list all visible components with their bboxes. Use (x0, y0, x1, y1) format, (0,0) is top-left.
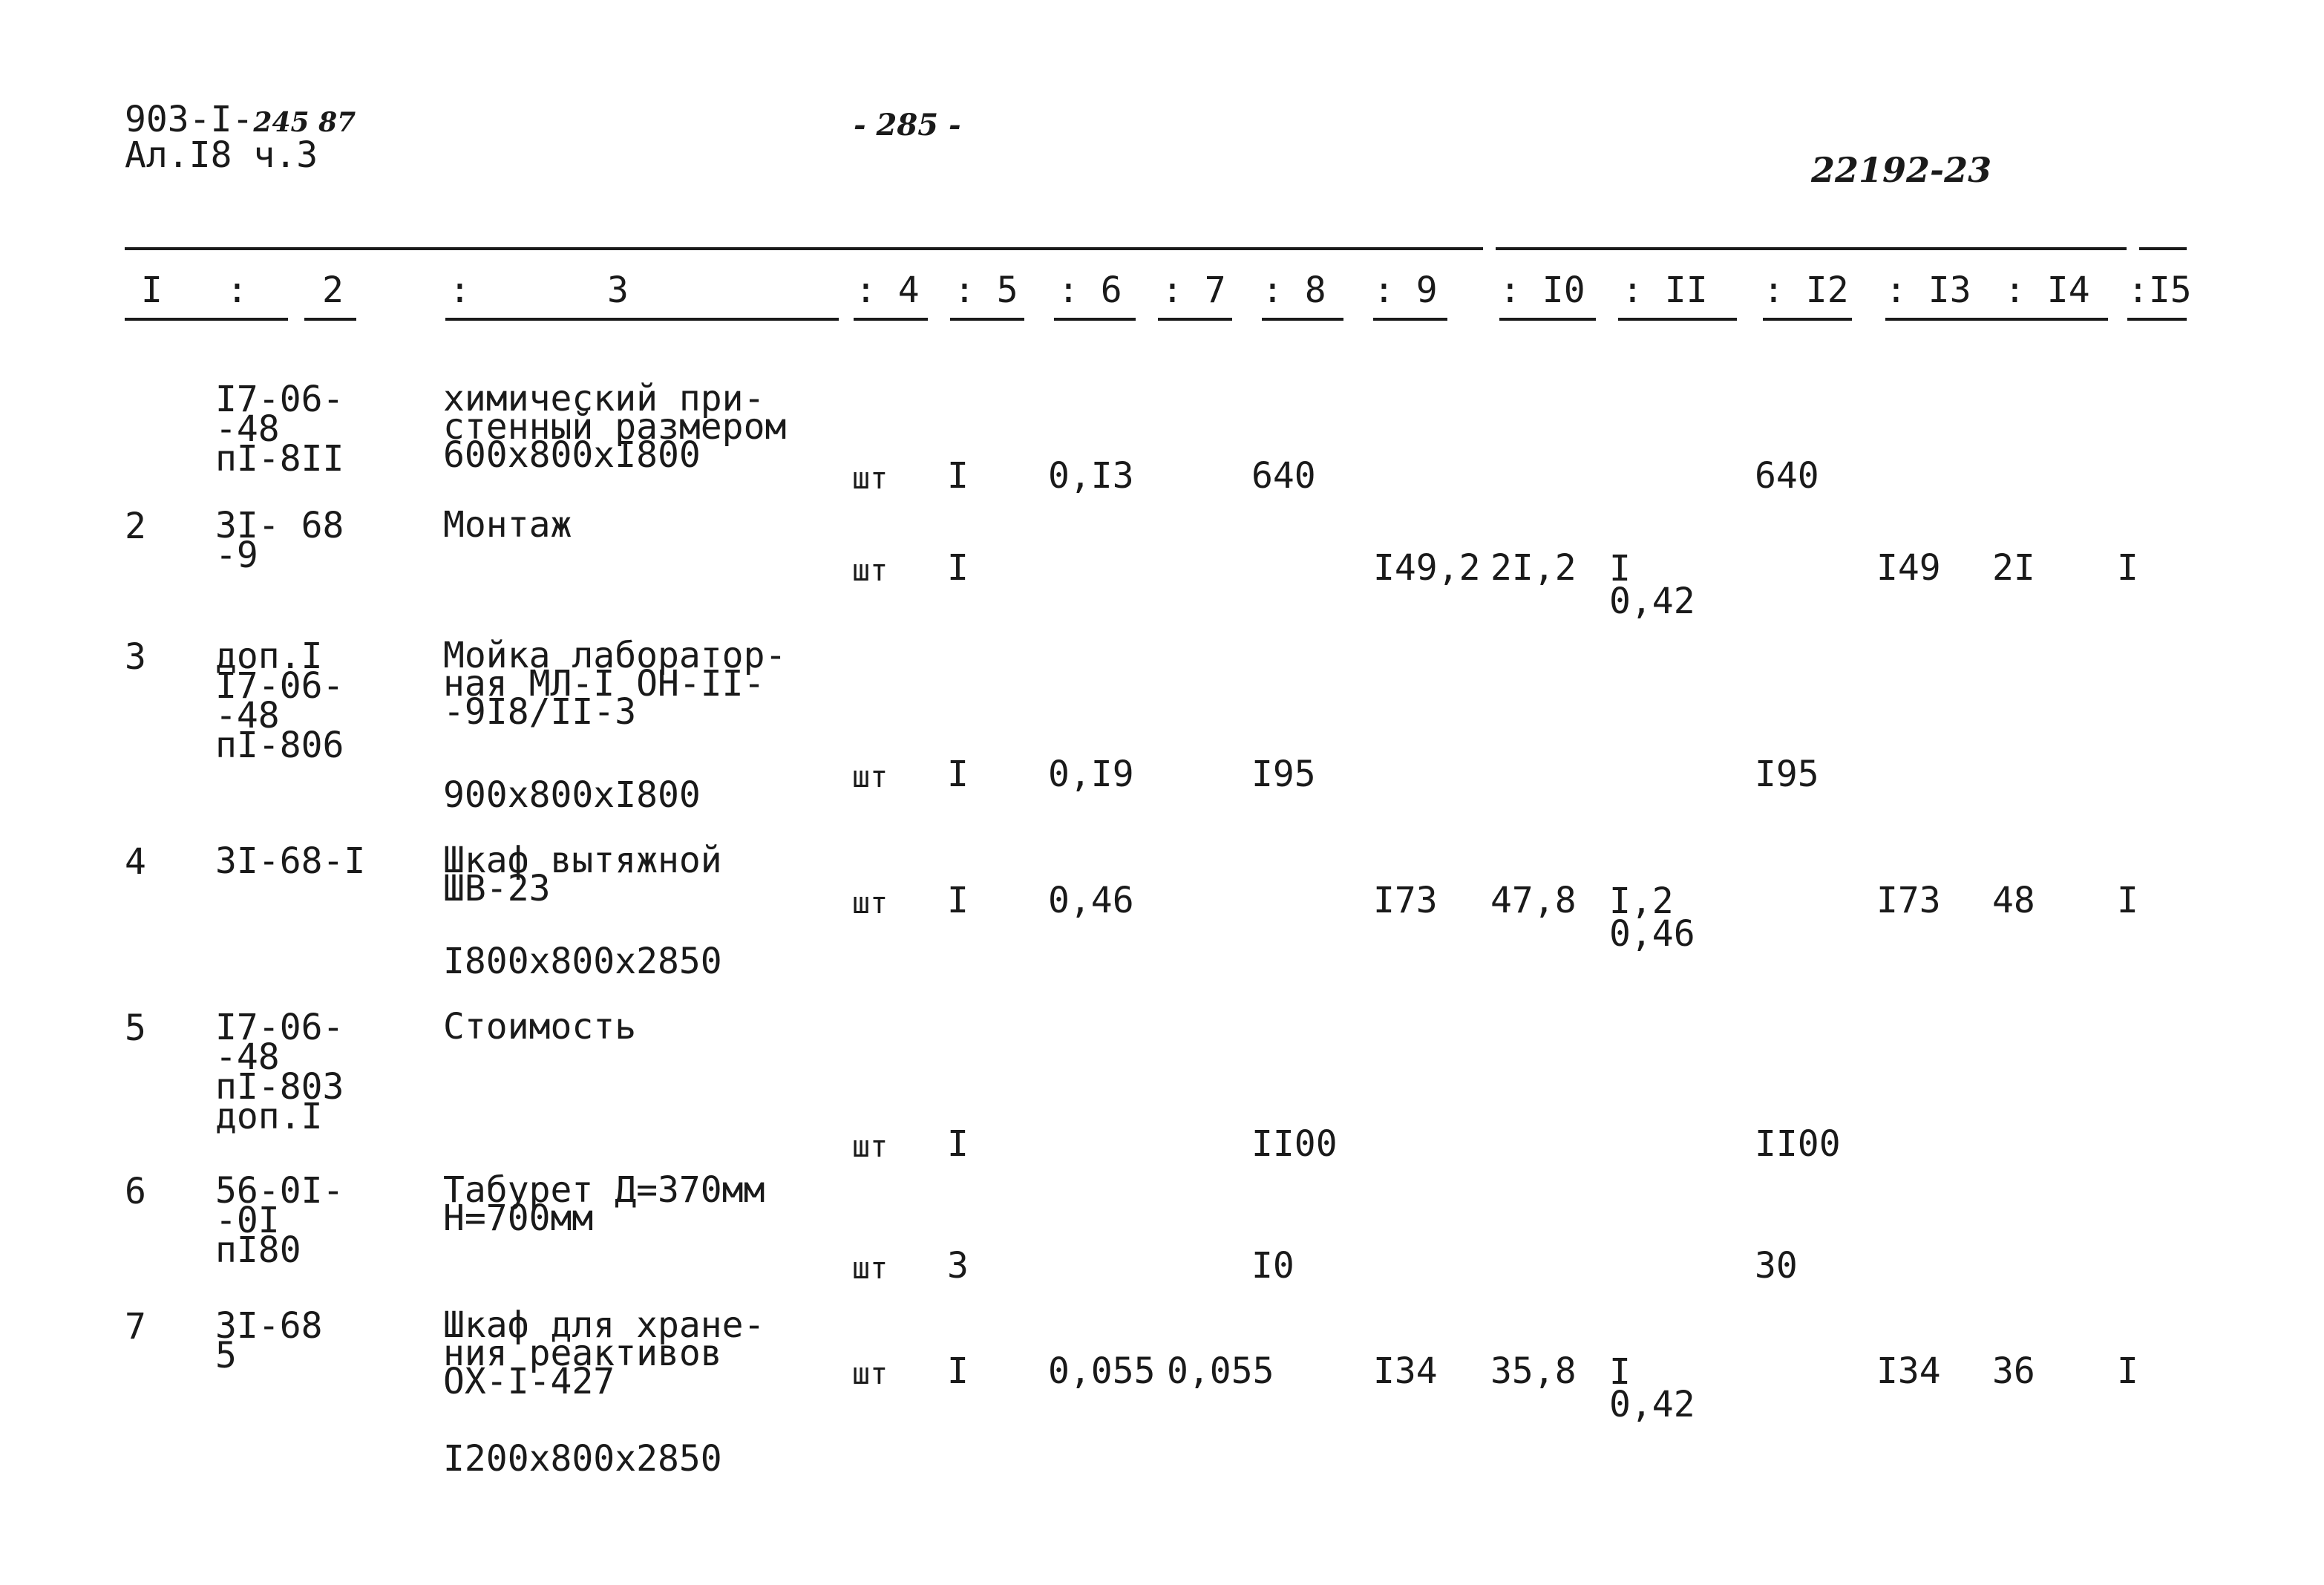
row-col-12: I95 (1755, 754, 1819, 795)
row-col-11: I 0,42 (1609, 548, 1695, 622)
row-col-5: I (947, 1350, 969, 1392)
row-col-8: II00 (1251, 1123, 1338, 1165)
row-col-5: 3 (947, 1245, 969, 1287)
row-dimensions: I200x800x2850 (443, 1438, 722, 1480)
col-head-sep-2: : (449, 269, 471, 311)
row-col-13: I49 (1876, 547, 1941, 589)
row-col-12: II00 (1755, 1123, 1841, 1165)
col-head-6: : 6 (1058, 269, 1122, 311)
row-col-15: I (2117, 547, 2138, 589)
row-col-8: 640 (1251, 455, 1316, 497)
col-head-sep-1: : (226, 269, 248, 311)
row-name: химический при- стенный размером 600x800xI800 (443, 378, 787, 476)
row-col-6: 0,46 (1048, 880, 1134, 921)
col-head-3: 3 (607, 269, 629, 311)
col-head-2: 2 (322, 269, 344, 311)
row-unit: шт (852, 462, 888, 496)
header-rule-middle (1496, 247, 2127, 250)
header-underline (1158, 318, 1232, 321)
row-col-15: I (2117, 880, 2138, 921)
row-col-5: I (947, 547, 969, 589)
row-name: Стоимость (443, 1006, 637, 1048)
row-col-13: I73 (1876, 880, 1941, 921)
col-head-9: : 9 (1373, 269, 1438, 311)
row-col-14: 36 (1992, 1350, 2035, 1392)
row-col-6: 0,I3 (1048, 455, 1134, 497)
document-code-handwritten: 245 87 (253, 107, 356, 138)
row-number: 5 (125, 1007, 146, 1049)
row-col-12: 640 (1755, 455, 1819, 497)
row-name: Шкаф вытяжной ШВ-23 (443, 840, 722, 909)
row-code: I7-06- -48 пI-803 доп.I (215, 1007, 344, 1137)
row-number: 2 (125, 506, 146, 547)
row-col-14: 48 (1992, 880, 2035, 921)
col-head-12: : I2 (1763, 269, 1849, 311)
col-head-8: : 8 (1262, 269, 1326, 311)
row-number: 7 (125, 1306, 146, 1347)
page-number: - 285 - (854, 108, 961, 143)
header-underline (854, 318, 928, 321)
header-underline (1373, 318, 1447, 321)
col-head-1: I (141, 269, 163, 311)
row-dimensions: I800x800x2850 (443, 941, 722, 982)
document-stamp-number: 22192-23 (1811, 150, 1992, 190)
col-head-13: : I3 (1885, 269, 1971, 311)
col-head-7: : 7 (1162, 269, 1226, 311)
row-unit: шт (852, 760, 888, 794)
header-underline (445, 318, 839, 321)
row-col-10: 2I,2 (1490, 547, 1577, 589)
row-col-5: I (947, 754, 969, 795)
col-head-15: :I5 (2127, 269, 2192, 311)
row-number: 3 (125, 636, 146, 678)
row-name: Табурет Д=370мм Н=700мм (443, 1169, 765, 1239)
row-col-5: I (947, 880, 969, 921)
row-col-5: I (947, 455, 969, 497)
row-name: Мойка лаборатор- ная МЛ-I ОН-II- -9I8/II-3 (443, 635, 787, 733)
row-code: 56-0I- -0I пI80 (215, 1170, 344, 1271)
document-code-printed: 903-I- (125, 99, 254, 140)
col-head-14: : I4 (2004, 269, 2090, 311)
row-col-8: I0 (1251, 1245, 1294, 1287)
row-code: I7-06- -48 пI-8II (215, 379, 344, 480)
row-name: Монтаж (443, 504, 572, 546)
header-underline (1618, 318, 1737, 321)
header-underline (1499, 318, 1596, 321)
album-label: Ал.I8 ч.3 (125, 134, 318, 176)
row-col-11: I 0,42 (1609, 1351, 1695, 1425)
header-rule-left (125, 247, 1483, 250)
row-unit: шт (852, 1252, 888, 1286)
row-col-10: 35,8 (1490, 1350, 1577, 1392)
row-code: 3I-68 5 (215, 1305, 323, 1376)
row-name: Шкаф для хране- ния реактивов ОХ-I-427 (443, 1304, 765, 1402)
row-col-5: I (947, 1123, 969, 1165)
row-unit: шт (852, 1130, 888, 1164)
row-col-11: I,2 0,46 (1609, 880, 1695, 955)
header-underline (1885, 318, 1974, 321)
row-col-7: 0,055 (1167, 1350, 1274, 1392)
col-head-4: : 4 (855, 269, 920, 311)
row-unit: шт (852, 1357, 888, 1391)
header-underline (1262, 318, 1343, 321)
col-head-11: : II (1622, 269, 1708, 311)
col-head-10: : I0 (1499, 269, 1585, 311)
header-underline (1054, 318, 1136, 321)
row-col-9: I73 (1373, 880, 1438, 921)
row-code: 3I-68-I (215, 840, 366, 882)
header-underline (1763, 318, 1852, 321)
col-head-5: : 5 (954, 269, 1018, 311)
row-number: 6 (125, 1171, 146, 1212)
header-underline (1963, 318, 2108, 321)
row-col-9: I34 (1373, 1350, 1438, 1392)
header-underline (950, 318, 1024, 321)
header-underline (2127, 318, 2187, 321)
row-code: 3I- 68 -9 (215, 505, 344, 576)
row-col-6: 0,I9 (1048, 754, 1134, 795)
row-col-9: I49,2 (1373, 547, 1481, 589)
row-col-10: 47,8 (1490, 880, 1577, 921)
header-underline (125, 318, 288, 321)
row-unit: шт (852, 886, 888, 921)
row-unit: шт (852, 554, 888, 588)
header-rule-right (2139, 247, 2187, 250)
row-code: доп.I I7-06- -48 пI-806 (215, 635, 344, 766)
row-col-14: 2I (1992, 547, 2035, 589)
row-col-13: I34 (1876, 1350, 1941, 1392)
row-dimensions: 900x800xI800 (443, 774, 701, 816)
header-underline (304, 318, 356, 321)
row-number: 4 (125, 841, 146, 883)
row-col-6: 0,055 (1048, 1350, 1156, 1392)
row-col-12: 30 (1755, 1245, 1798, 1287)
document-code (125, 99, 356, 140)
row-col-15: I (2117, 1350, 2138, 1392)
row-col-8: I95 (1251, 754, 1316, 795)
